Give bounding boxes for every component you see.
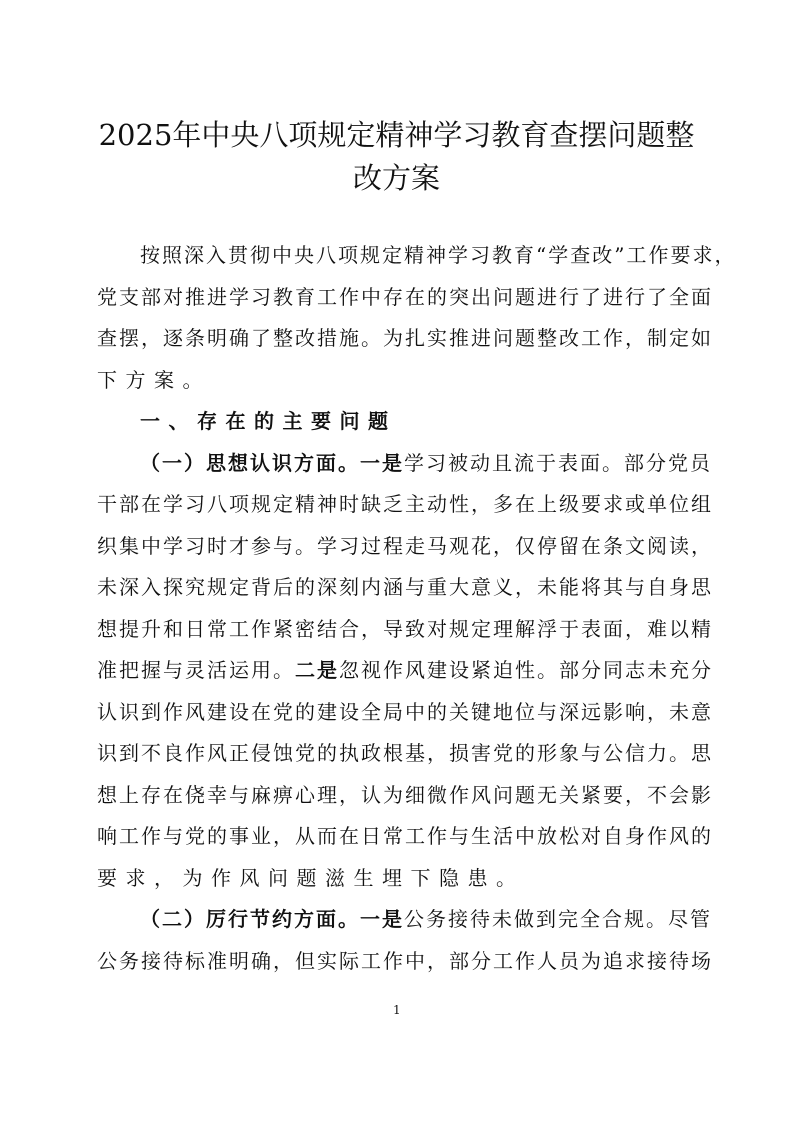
text-line [97,489,713,519]
text-line [97,365,705,395]
text-line [97,821,713,851]
bold-text-segment: 二是 [295,658,339,682]
text-segment: 认识到作风建设在党的建设全局中的关键地位与深远影响，未意 [97,699,713,724]
text-line [97,655,713,685]
text-line [97,282,713,312]
text-segment: 识到不良作风正侵蚀党的执政根基，损害党的形象与公信力。思 [97,741,713,765]
bold-text-segment: （二）厉行节约方面。一是 [140,907,404,931]
text-segment: 想提升和日常工作紧密结合，导致对规定理解浮于表面，难以精 [97,616,713,641]
text-segment: 织集中学习时才参与。学习过程走马观花，仅停留在条文阅读， [97,533,713,558]
text-line [97,614,713,644]
text-line [140,406,705,436]
text-segment: 党支部对推进学习教育工作中存在的突出问题进行了进行了全面 [97,284,713,309]
bold-text-segment: 一、存在的主要问题 [140,409,397,433]
text-line [140,904,712,934]
text-segment: 准把握与灵活运用。 [97,658,295,682]
text-line [97,323,713,353]
page-number: 1 [393,1003,401,1017]
text-line [97,697,713,727]
document-title-line-2: 改方案 [352,161,440,195]
text-line [97,738,713,768]
text-line [97,946,713,976]
text-line [97,780,713,810]
text-segment: 干部在学习八项规定精神时缺乏主动性，多在上级要求或单位组 [97,492,713,516]
bold-text-segment: （一）思想认识方面。一是 [140,450,404,475]
text-segment: 下方案。 [97,367,211,392]
text-segment: 学习被动且流于表面。部分党员 [404,450,712,475]
text-segment: 按照深入贯彻中央八项规定精神学习教育“学查改”工作要求， [140,243,737,267]
text-segment: 未深入探究规定背后的深刻内涵与重大意义，未能将其与自身思 [97,575,713,599]
text-line [140,240,737,270]
text-segment: 要求，为作风问题滋生埋下隐患。 [97,865,525,890]
text-segment: 公务接待未做到完全合规。尽管 [404,907,712,931]
text-line [140,448,712,478]
text-line [97,531,713,561]
document-title-line-1: 2025年中央八项规定精神学习教育查摆问题整 [98,118,695,152]
text-segment: 公务接待标准明确，但实际工作中，部分工作人员为追求接待场 [97,948,713,973]
text-segment: 想上存在侥幸与麻痹心理，认为细微作风问题无关紧要，不会影 [97,782,713,807]
text-segment: 查摆，逐条明确了整改措施。为扎实推进问题整改工作，制定如 [97,326,713,350]
text-segment: 忽视作风建设紧迫性。部分同志未充分 [339,658,713,682]
text-line [97,572,713,602]
text-segment: 响工作与党的事业，从而在日常工作与生活中放松对自身作风的 [97,824,713,848]
text-line [97,863,705,893]
